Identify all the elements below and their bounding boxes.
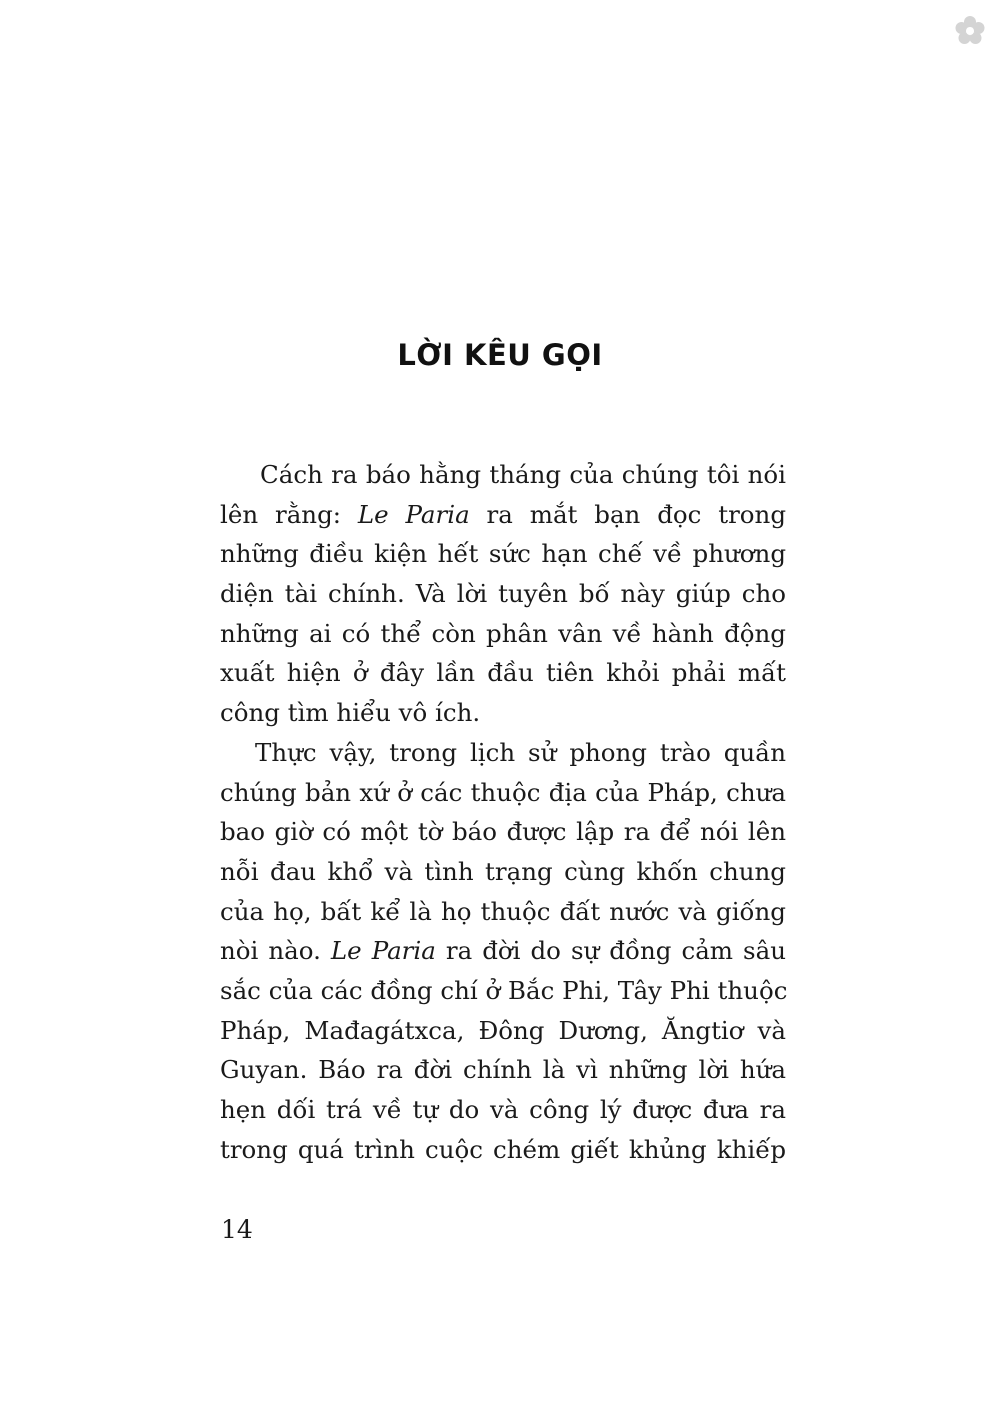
text-line [220,931,786,971]
text-line [220,693,786,733]
text-line [220,1050,786,1090]
text-line [220,812,786,852]
text-segment: công tìm hiểu vô ích. [220,698,481,728]
text-line [220,495,786,535]
text-segment: lên rằng: [220,499,358,529]
text-segment: Thực vậy, trong lịch sử phong trào quần [255,737,786,767]
paragraph [220,455,786,733]
text-line [220,852,786,892]
italic-title: Le Paria [357,499,470,529]
text-line [220,892,786,932]
text-line [220,614,786,654]
text-line [220,1090,786,1130]
text-line [220,971,786,1011]
text-segment: ra đời do sự đồng cảm sâu [435,936,787,966]
text-line [220,1011,786,1051]
text-segment: của họ, bất kể là họ thuộc đất nước và giống [220,896,786,926]
text-segment: Pháp, Mađagátxca, Đông Dương, Ăngtiơ và [220,1015,786,1045]
paragraph [220,733,786,1170]
text-segment: những điều kiện hết sức hạn chế về phương [220,539,786,569]
text-line [220,773,786,813]
text-line [220,733,786,773]
text-line [220,1130,786,1170]
page-number: 14 [221,1215,253,1244]
text-segment: những ai có thể còn phân vân về hành động [220,618,786,648]
text-segment: chúng bản xứ ở các thuộc địa của Pháp, chưa [220,777,786,807]
text-segment: xuất hiện ở đây lần đầu tiên khỏi phải mất [220,658,786,688]
text-segment: nỗi đau khổ và tình trạng cùng khốn chung [220,856,786,886]
text-line [220,534,786,574]
flower-logo-icon [953,14,987,48]
body-text [220,455,786,1169]
text-segment: ra mắt bạn đọc trong [469,499,786,529]
text-segment: sắc của các đồng chí ở Bắc Phi, Tây Phi thuộc [220,975,788,1005]
text-segment: bao giờ có một tờ báo được lập ra để nói lên [220,817,786,847]
text-segment: trong quá trình cuộc chém giết khủng khiếp [220,1134,786,1164]
text-line [220,455,786,495]
text-segment: Guyan. Báo ra đời chính là vì những lời hứa [220,1055,786,1085]
text-segment: nòi nào. [220,936,331,966]
italic-title: Le Paria [330,936,436,966]
text-segment: hẹn dối trá về tự do và công lý được đưa ra [220,1095,786,1124]
text-line [220,653,786,693]
text-line [220,574,786,614]
text-segment: diện tài chính. Và lời tuyên bố này giúp cho [220,579,786,609]
text-segment: Cách ra báo hằng tháng của chúng tôi nói [260,460,786,489]
chapter-title: LỜI KÊU GỌI [397,338,603,372]
